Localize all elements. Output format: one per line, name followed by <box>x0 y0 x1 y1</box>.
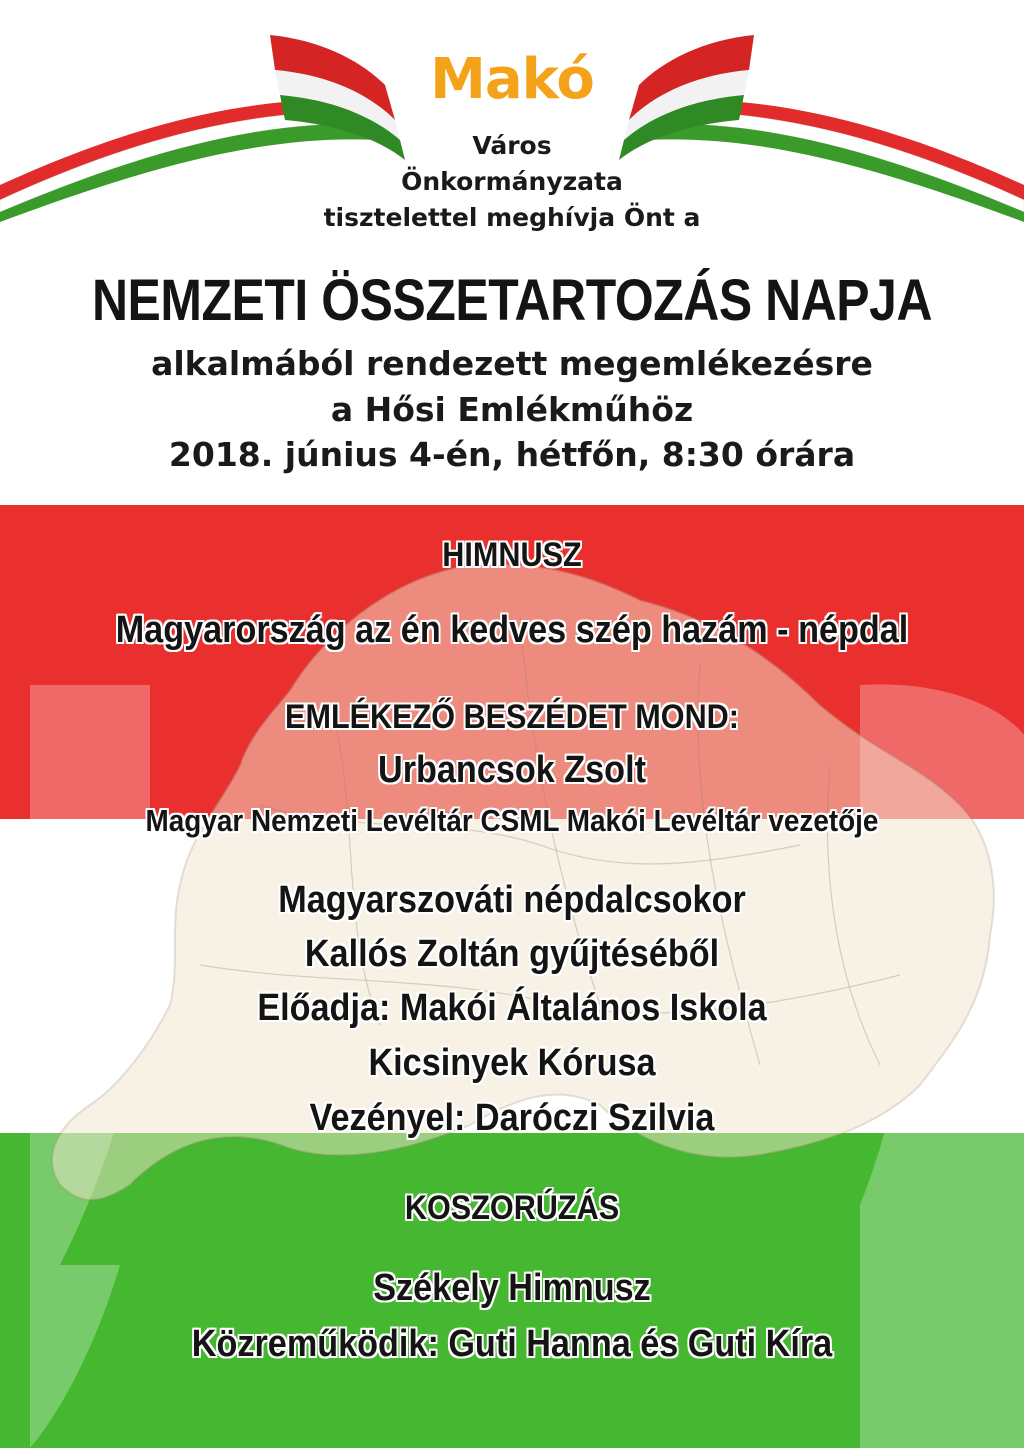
event-title: NEMZETI ÖSSZETARTOZÁS NAPJA <box>91 268 933 333</box>
org-line-1: Város <box>472 131 552 160</box>
program-performance-line-3: Előadja: Makói Általános Iskola <box>257 987 767 1029</box>
mako-logo: Makó <box>430 47 594 112</box>
program-contributors: Közreműködik: Guti Hanna és Guti Kíra <box>191 1323 833 1365</box>
program-wreath: KOSZORÚZÁS <box>404 1189 620 1227</box>
program-folk-song: Magyarország az én kedves szép hazám - népdal <box>115 609 909 651</box>
header <box>0 0 1024 505</box>
program-performance-line-2: Kallós Zoltán gyűjtéséből <box>304 933 720 975</box>
program-anthem: HIMNUSZ <box>442 536 582 574</box>
program-performance-line-4: Kicsinyek Kórusa <box>368 1042 656 1084</box>
program-speech-heading: EMLÉKEZŐ BESZÉDET MOND: <box>285 698 739 736</box>
org-line-2: Önkormányzata <box>401 167 623 196</box>
subtitle-line-1: alkalmából rendezett megemlékezésre <box>151 344 873 383</box>
subtitle-line-3: 2018. június 4-én, hétfőn, 8:30 órára <box>168 435 856 474</box>
program-szekely-anthem: Székely Himnusz <box>373 1267 651 1309</box>
program-speaker-title: Magyar Nemzeti Levéltár CSML Makói Levéltár vezetője <box>145 803 879 838</box>
program-speaker-name: Urbancsok Zsolt <box>378 749 646 791</box>
org-line-3: tisztelettel meghívja Önt a <box>323 203 701 232</box>
program-performance-line-5: Vezényel: Daróczi Szilvia <box>309 1097 715 1139</box>
program-performance-line-1: Magyarszováti népdalcsokor <box>278 879 746 921</box>
subtitle-line-2: a Hősi Emlékműhöz <box>330 390 694 429</box>
